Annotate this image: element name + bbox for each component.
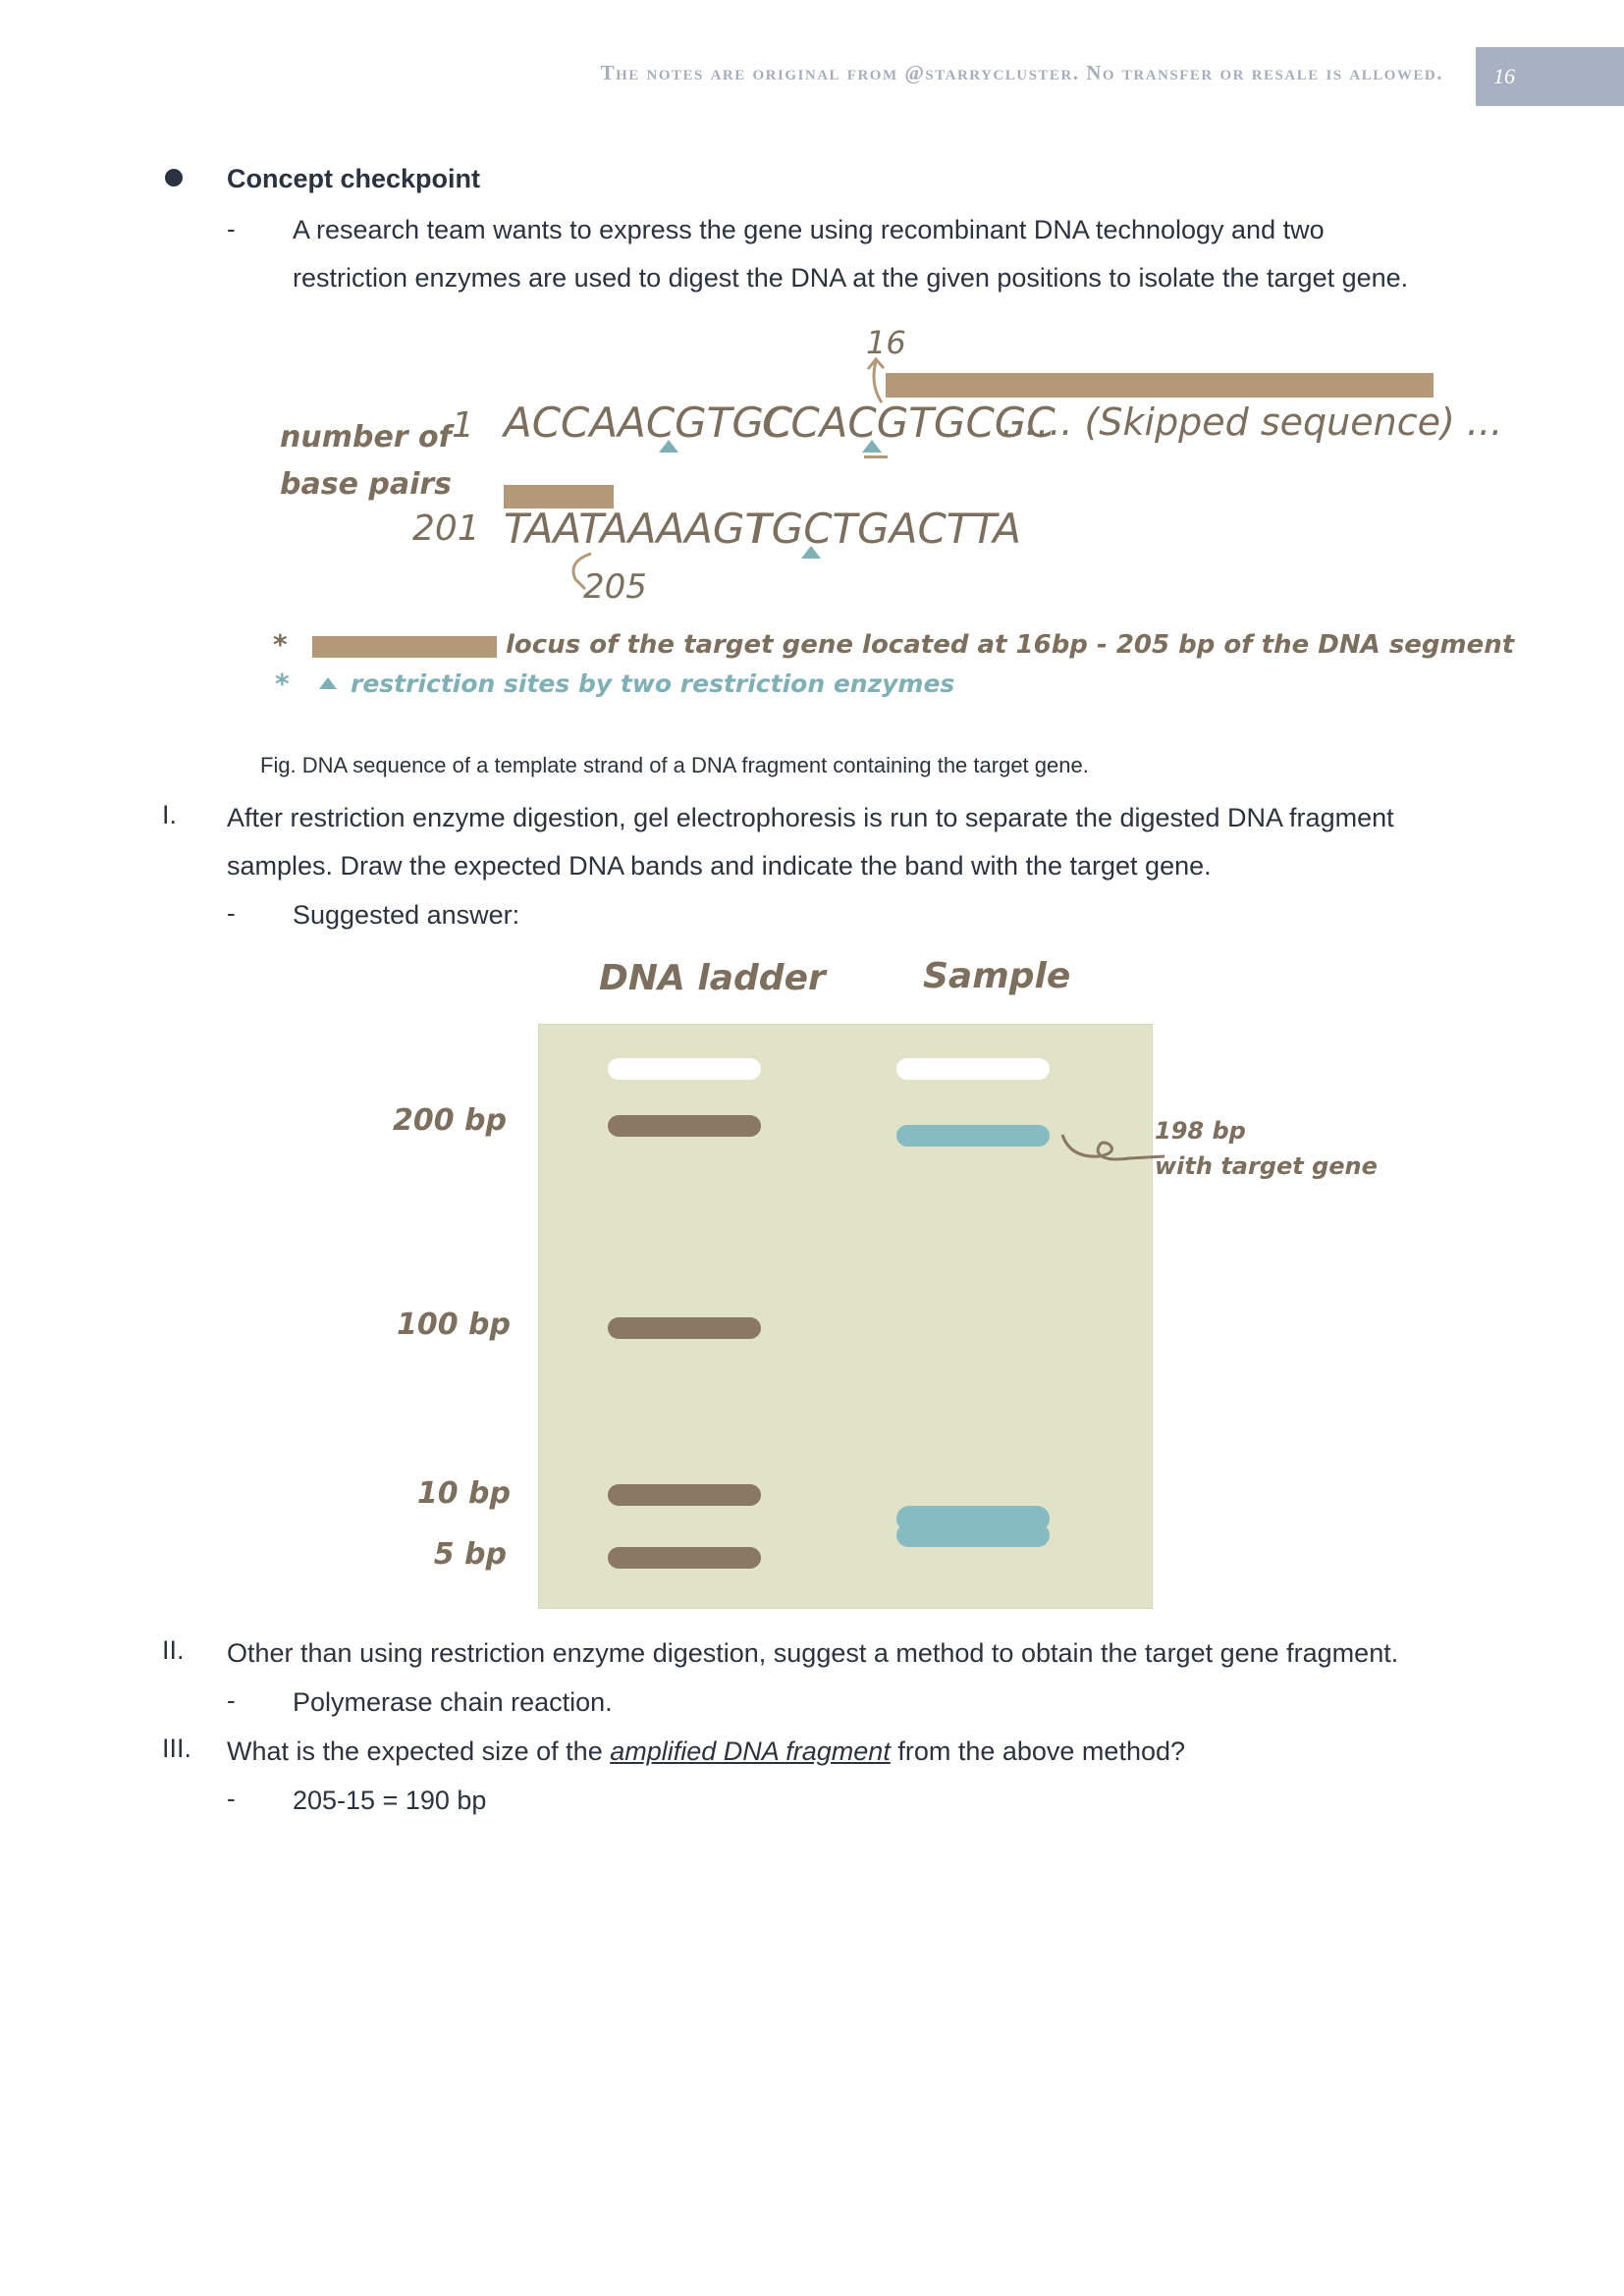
axis-label-line2: base pairs <box>280 467 453 502</box>
row2-index: 201 <box>412 508 480 549</box>
page-header-notice: The notes are original from @starrycluster. No transfer or resale is allowed. <box>600 61 1443 84</box>
intro-line-2: restriction enzymes are used to digest the DNA at the given positions to isolate the target gene. <box>293 263 1409 293</box>
position-205-label: 205 <box>583 567 647 607</box>
page-number: 16 <box>1476 47 1624 106</box>
suggested-answer-label: Suggested answer: <box>293 900 520 930</box>
section-title: Concept checkpoint <box>227 164 481 193</box>
question3-emphasis: amplified DNA fragment <box>610 1736 891 1766</box>
annotation-198bp: 198 bp <box>1155 1117 1246 1145</box>
legend-star: * <box>273 628 288 661</box>
axis-label-line1: number of <box>280 420 452 454</box>
restriction-site-icon <box>801 546 821 559</box>
row1-index: 1 <box>452 405 474 446</box>
question1-line2: samples. Draw the expected DNA bands and indicate the band with the target gene. <box>227 851 1212 881</box>
target-gene-bar-top <box>886 373 1434 398</box>
legend-triangle-icon <box>319 677 337 689</box>
well-ladder <box>608 1058 761 1080</box>
dash-marker: - <box>227 1784 236 1813</box>
intro-line-1: A research team wants to express the gene using recombinant DNA technology and two <box>293 215 1325 244</box>
well-sample <box>896 1058 1050 1080</box>
legend-bar-swatch <box>312 636 497 658</box>
legend-sites-text: restriction sites by two restriction enzymes <box>351 669 955 698</box>
restriction-site-icon <box>862 440 882 453</box>
ladder-band-10 <box>608 1484 761 1506</box>
gel-panel <box>538 1024 1153 1609</box>
dash-marker: - <box>227 214 236 243</box>
sample-band-target <box>896 1125 1050 1147</box>
question3-text-after: from the above method? <box>890 1736 1186 1766</box>
ladder-band-5 <box>608 1547 761 1569</box>
question1-line1: After restriction enzyme digestion, gel electrophoresis is run to separate the digested DNA fragment <box>227 803 1394 832</box>
annotation-squiggle-icon <box>1060 1129 1168 1178</box>
gel-column-ladder-title: DNA ladder <box>599 958 826 998</box>
cut-underline <box>864 455 888 458</box>
row2-seq-a: TAATAAAAGT <box>504 505 771 553</box>
question-numeral: I. <box>162 800 178 829</box>
annotation-target-gene: with target gene <box>1155 1152 1378 1180</box>
figure-caption: Fig. DNA sequence of a template strand of a DNA fragment containing the target gene. <box>260 753 1089 777</box>
restriction-site-icon <box>659 440 678 453</box>
ladder-band-200 <box>608 1115 761 1137</box>
question2-text: Other than using restriction enzyme digestion, suggest a method to obtain the target gene fragment. <box>227 1638 1399 1668</box>
bullet-dot-icon <box>165 169 183 187</box>
question3-answer: 205-15 = 190 bp <box>293 1786 487 1815</box>
question-numeral: II. <box>162 1635 185 1665</box>
bp-label-200: 200 bp <box>392 1103 507 1138</box>
ladder-band-100 <box>608 1317 761 1339</box>
question2-answer: Polymerase chain reaction. <box>293 1687 613 1717</box>
legend-star: * <box>275 667 290 700</box>
dash-marker: - <box>227 1685 236 1715</box>
question-numeral: III. <box>162 1734 192 1763</box>
position-16-label: 16 <box>866 324 906 361</box>
dash-marker: - <box>227 898 236 928</box>
row1-seq-a: ACCAACGTGC <box>504 399 793 447</box>
question3-text <box>227 1734 1185 1769</box>
gel-column-sample-title: Sample <box>923 956 1071 996</box>
bp-label-100: 100 bp <box>396 1308 511 1342</box>
legend-locus-text: locus of the target gene located at 16bp - 205 bp of the DNA segment <box>506 630 1515 660</box>
bp-label-5: 5 bp <box>433 1537 507 1572</box>
row2-seq-b: TGCTGACTTA <box>746 505 1021 553</box>
bp-label-10: 10 bp <box>416 1476 511 1511</box>
sample-band-small-b <box>896 1523 1050 1547</box>
row1-skipped: ...... (Skipped sequence) ... <box>1001 400 1503 444</box>
row1-seq-b: CCACGTGCGC <box>762 399 1056 447</box>
question3-text-before: What is the expected size of the <box>227 1736 611 1766</box>
